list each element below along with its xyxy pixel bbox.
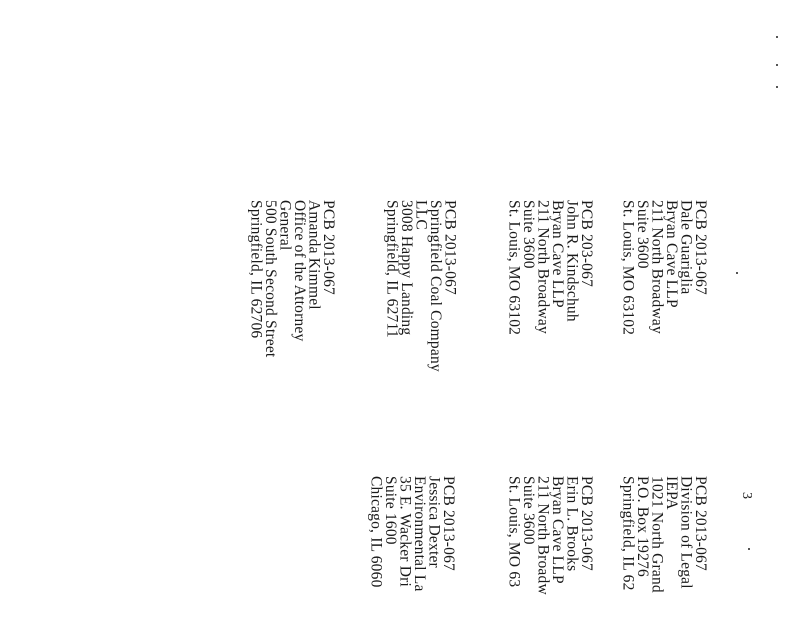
address-line: Springfield, IL 62711 — [383, 200, 401, 338]
address-line: Office of the Attorney — [291, 200, 308, 342]
address-block-amanda-kimmel — [248, 200, 335, 357]
address-line: Division of Legal — [677, 476, 695, 589]
address-line: Springfield, IL 62 — [619, 476, 637, 591]
address-line: Amanda Kimmel — [305, 200, 323, 310]
address-block-john-kindschuh — [506, 200, 593, 335]
address-line: Chicago, IL 6060 — [367, 476, 385, 588]
address-line: Suite 3600 — [520, 200, 537, 269]
address-block-erin-brooks — [506, 476, 593, 595]
address-line: St. Louis, MO 63102 — [505, 200, 523, 336]
address-line: LLC — [412, 200, 430, 230]
address-line: 500 South Second Street — [262, 200, 279, 358]
address-line: Erin L. Brooks — [563, 476, 581, 572]
address-line: PCB 2013-067 — [578, 476, 595, 571]
address-line: Suite 1600 — [382, 476, 399, 545]
address-line: Bryan Cave LLP — [549, 200, 566, 308]
address-line: 1021 North Grand — [648, 476, 666, 593]
address-line: PCB 2013-067 — [692, 476, 709, 571]
scan-speck — [736, 272, 738, 274]
page-number: 3 — [739, 492, 754, 499]
address-line: Suite 3600 — [634, 200, 651, 269]
scan-speck — [776, 64, 778, 66]
address-line: Bryan Cave LLP — [663, 200, 680, 308]
scan-speck — [748, 548, 750, 550]
address-line: PCB 2013-067 — [320, 200, 337, 295]
address-line: PCB 2013-067 — [440, 476, 457, 571]
address-line: Environmental La — [411, 476, 428, 592]
address-line: St. Louis, MO 63102 — [619, 200, 637, 336]
address-line: Springfield, IL 62706 — [247, 200, 265, 339]
address-line: Suite 3600 — [520, 476, 537, 545]
address-block-dale-guariglia — [620, 200, 707, 335]
address-line: 211 North Broadw — [534, 476, 552, 595]
address-line: PCB 2013-067 — [692, 200, 709, 295]
scan-speck — [776, 36, 778, 38]
address-line: 211 North Broadway — [648, 200, 666, 334]
address-line: 211 North Broadway — [534, 200, 552, 334]
address-line: PCB 203-067 — [578, 200, 595, 288]
address-line: 3008 Happy Landing — [398, 200, 415, 336]
address-line: General — [276, 200, 294, 251]
address-block-division-of-legal — [620, 476, 707, 593]
address-block-springfield-coal — [384, 200, 457, 372]
address-line: PCB 2013-067 — [441, 200, 459, 295]
scan-speck — [776, 86, 778, 88]
address-line: P.O. Box 19276 — [634, 476, 651, 577]
address-line: Springfield Coal Company — [427, 200, 444, 372]
address-line: Bryan Cave LLP — [549, 476, 566, 584]
address-line: Jessica Dexter — [425, 476, 443, 568]
address-line: 35 E. Wacker Dri — [396, 476, 414, 587]
address-line: Dale Guariglia — [677, 200, 695, 295]
address-line: John R. Kindschuh — [563, 200, 581, 322]
address-line: St. Louis, MO 63 — [505, 476, 523, 588]
address-block-jessica-dexter — [368, 476, 455, 592]
address-line: IEPA — [663, 476, 680, 510]
